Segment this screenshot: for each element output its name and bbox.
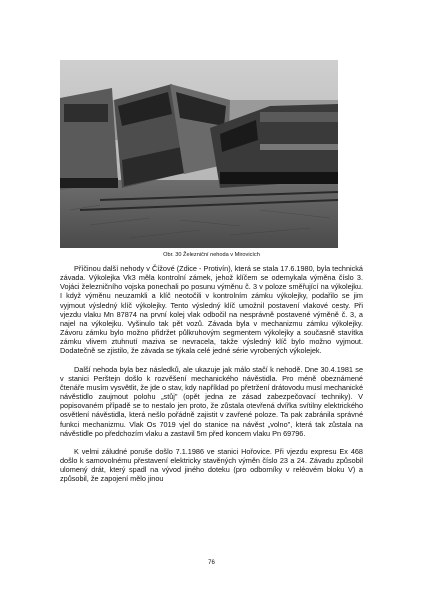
photo-caption: Obr. 30 Železniční nehoda v Mirovicích — [163, 252, 260, 258]
page-number: 76 — [208, 560, 215, 566]
derailed-train-photo-image — [60, 60, 338, 248]
paragraph: Příčinou další nehody v Čížové (Zdice - Protivín), která se stala 17.6.1980, byla technická závada. Výkolejka Vk3 měla kontrolní zámek, jehož klíčem se odemykala výměna číslo 3. Vojáci železničního vojska ponechali po posunu výměnu č. 3 v poloze směřující na výkolejku. I když výměnu neuzamkli a klíč neotočili v kontrolním zámku výkolejky, podařilo se jim vyjmout výsledný klíč výkolejky. Tento výsledný klíč umožnil postavení vlakové cesty. Při vjezdu vlaku Mn 87874 na první kolej vlak odbočil na nesprávně postavené výměně č. 3, a najel na výkolejku. Vyšinulo tak pět vozů. Závada byla v mechanizmu zámku výkolejky. Závoru zámku bylo možno přidržet půlkruhovým segmentem výkolejky a současně stavítka zámku vlivem ztuhnutí maziva se nevracela, takže výsledný klíč bylo možno vyjmout. Dodatečně se zjistilo, že závada se týkala celé jedné série vyrobených výkolejek. — [60, 264, 363, 356]
paragraph: K velmi záludné poruše došlo 7.1.1986 ve stanici Hořovice. Při vjezdu expresu Ex 468 došlo k samovolnému přestavení elektricky stavěných výměn číslo 23 a 24. Závadu způsobil ulomený drát, který spadl na vývod jiného doteku (pro odborníky v reléovém bloku V) a způsobil, že zapojení mělo jinou — [60, 446, 363, 484]
accident-photo — [60, 60, 338, 248]
body-text — [60, 264, 363, 483]
paragraph: Další nehoda byla bez následků, ale ukazuje jak málo stačí k nehodě. Dne 30.4.1981 se v stanici Peršteјn došlo k rozvěšení mechanického návěstidla. Pro méně obeznámené čtenáře musím vysvětlit, že jde o stav, kdy například po přetržení drátovodu musí mechanické návěstidlo zaujmout polohu „stůj" (opět jedna ze zásad zabezpečovací techniky). V popisovaném případě se to nestalo jen proto, že zůstala otevřená dvířka svítilny elektrického osvětlení návěstidla, která nešlo pořádně zajistit v zavřené poloze. Ta pak zabránila správné funkci mechanizmu. Vlak Os 7019 vjel do stanice na návěst „volno", která tak zůstala na návěstidle po předchozím vlaku a zastavil 5m před koncem vlaku Pn 69796. — [60, 364, 363, 438]
